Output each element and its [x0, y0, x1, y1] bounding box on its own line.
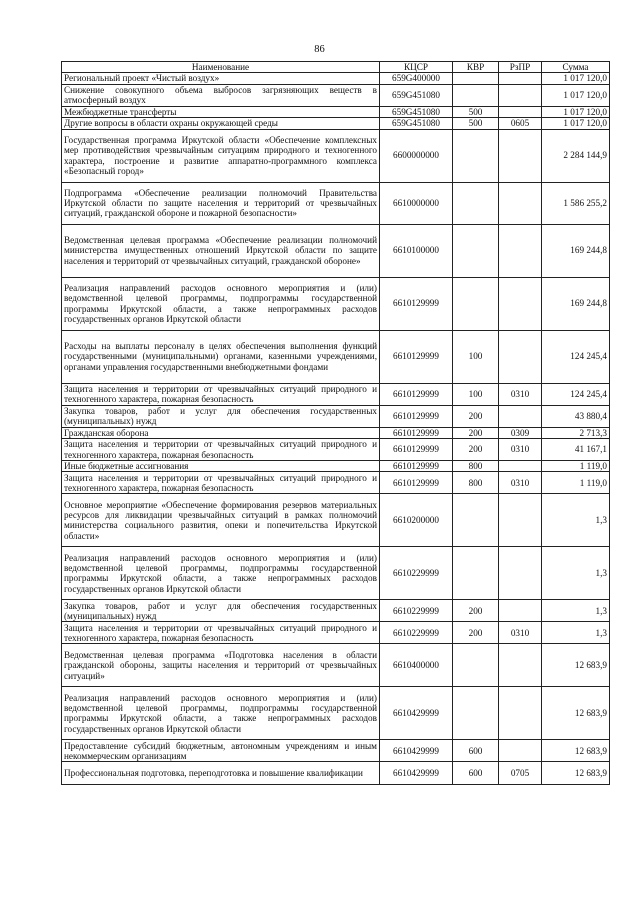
cell-kvr: 100	[453, 383, 499, 405]
cell-kvr	[453, 644, 499, 687]
cell-name: Защита населения и территории от чрезвычайных ситуаций природного и техногенного характера, пожарная безопасность	[62, 383, 380, 405]
cell-rzpr: 0310	[499, 472, 542, 494]
cell-kcsr: 6610229999	[380, 547, 453, 600]
cell-rzpr: 0309	[499, 427, 542, 438]
header-kcsr: КЦСР	[380, 62, 453, 73]
cell-rzpr: 0705	[499, 762, 542, 785]
cell-kvr: 200	[453, 427, 499, 438]
cell-name: Закупка товаров, работ и услуг для обеспечения государственных (муниципальных) нужд	[62, 405, 380, 427]
cell-kcsr: 659G400000	[380, 73, 453, 84]
cell-kvr: 500	[453, 118, 499, 129]
cell-sum: 12 683,9	[542, 762, 610, 785]
table-row	[62, 600, 610, 622]
cell-rzpr: 0310	[499, 383, 542, 405]
cell-name: Другие вопросы в области охраны окружающей среды	[62, 118, 380, 129]
cell-kvr: 800	[453, 461, 499, 472]
table-row	[62, 547, 610, 600]
table-row	[62, 224, 610, 277]
cell-sum: 2 713,3	[542, 427, 610, 438]
cell-sum: 2 284 144,9	[542, 129, 610, 182]
cell-kcsr: 6610100000	[380, 224, 453, 277]
cell-name: Основное мероприятие «Обеспечение формирования резервов материальных ресурсов для ликвидации чрезвычайных ситуаций в рамках полномочий министерства социального развития, опеки и попечительства Иркутской области»	[62, 494, 380, 547]
cell-kcsr: 659G451080	[380, 84, 453, 106]
cell-name: Защита населения и территории от чрезвычайных ситуаций природного и техногенного характера, пожарная безопасность	[62, 622, 380, 644]
cell-kvr: 800	[453, 472, 499, 494]
cell-kcsr: 6610200000	[380, 494, 453, 547]
cell-name: Реализация направлений расходов основного мероприятия и (или) ведомственной целевой программы, подпрограммы государственной программы Иркутской области, а также непрограммных расходов государственных органов Иркутской области	[62, 277, 380, 330]
table-row	[62, 73, 610, 84]
table-header-row	[62, 62, 610, 73]
cell-kcsr: 6610229999	[380, 622, 453, 644]
cell-kcsr: 6600000000	[380, 129, 453, 182]
cell-kvr	[453, 84, 499, 106]
cell-name: Реализация направлений расходов основного мероприятия и (или) ведомственной целевой программы, подпрограммы государственной программы Иркутской области, а также непрограммных расходов государственных органов Иркутской области	[62, 687, 380, 740]
cell-kcsr: 659G451080	[380, 118, 453, 129]
cell-kcsr: 6610129999	[380, 383, 453, 405]
cell-kvr	[453, 182, 499, 224]
table-row	[62, 129, 610, 182]
cell-rzpr	[499, 106, 542, 117]
cell-sum: 1 586 255,2	[542, 182, 610, 224]
table-row	[62, 762, 610, 785]
table-row	[62, 106, 610, 117]
cell-sum: 1,3	[542, 622, 610, 644]
cell-name: Предоставление субсидий бюджетным, автономным учреждениям и иным некоммерческим организациям	[62, 740, 380, 762]
cell-kvr: 200	[453, 405, 499, 427]
table-row	[62, 405, 610, 427]
cell-name: Региональный проект «Чистый воздух»	[62, 73, 380, 84]
header-kvr: КВР	[453, 62, 499, 73]
cell-kcsr: 6610000000	[380, 182, 453, 224]
table-row	[62, 427, 610, 438]
cell-kcsr: 6610429999	[380, 687, 453, 740]
cell-name: Профессиональная подготовка, переподготовка и повышение квалификации	[62, 762, 380, 785]
cell-rzpr	[499, 740, 542, 762]
cell-name: Подпрограмма «Обеспечение реализации полномочий Правительства Иркутской области по защите населения и территорий от чрезвычайных ситуаций, гражданской обороне и пожарной безопасности»	[62, 182, 380, 224]
cell-name: Межбюджетные трансферты	[62, 106, 380, 117]
cell-rzpr: 0310	[499, 622, 542, 644]
cell-kcsr: 6610129999	[380, 330, 453, 383]
cell-kvr	[453, 547, 499, 600]
cell-kvr: 600	[453, 762, 499, 785]
cell-name: Ведомственная целевая программа «Подготовка населения в области гражданской обороны, защиты населения и территорий от чрезвычайных ситуаций»	[62, 644, 380, 687]
cell-kvr	[453, 687, 499, 740]
cell-rzpr	[499, 644, 542, 687]
cell-rzpr	[499, 600, 542, 622]
cell-sum: 124 245,4	[542, 383, 610, 405]
header-sum: Сумма	[542, 62, 610, 73]
cell-rzpr	[499, 224, 542, 277]
cell-sum: 1 119,0	[542, 472, 610, 494]
cell-kcsr: 6610129999	[380, 405, 453, 427]
cell-sum: 1 017 120,0	[542, 118, 610, 129]
cell-kvr: 600	[453, 740, 499, 762]
cell-sum: 124 245,4	[542, 330, 610, 383]
table-row	[62, 494, 610, 547]
table-row	[62, 472, 610, 494]
cell-kvr	[453, 224, 499, 277]
cell-sum: 12 683,9	[542, 740, 610, 762]
table-row	[62, 84, 610, 106]
cell-kcsr: 6610229999	[380, 600, 453, 622]
table-row	[62, 740, 610, 762]
table-row	[62, 461, 610, 472]
cell-rzpr: 0605	[499, 118, 542, 129]
cell-rzpr	[499, 129, 542, 182]
page-number: 86	[314, 44, 325, 55]
cell-rzpr	[499, 405, 542, 427]
cell-sum: 169 244,8	[542, 224, 610, 277]
cell-name: Расходы на выплаты персоналу в целях обеспечения выполнения функций государственными (муниципальными) органами, казенными учреждениями, органами управления государственными внебюджетными фондами	[62, 330, 380, 383]
cell-rzpr	[499, 494, 542, 547]
cell-kcsr: 659G451080	[380, 106, 453, 117]
cell-kvr	[453, 277, 499, 330]
cell-rzpr	[499, 182, 542, 224]
cell-kvr	[453, 494, 499, 547]
table-row	[62, 644, 610, 687]
table-row	[62, 182, 610, 224]
header-name: Наименование	[62, 62, 380, 73]
cell-name: Государственная программа Иркутской области «Обеспечение комплексных мер противодействия чрезвычайным ситуациям природного и техногенного характера, построение и развитие аппаратно-программного комплекса «Безопасный город»	[62, 129, 380, 182]
cell-kcsr: 6610129999	[380, 427, 453, 438]
cell-sum: 12 683,9	[542, 687, 610, 740]
table-row	[62, 383, 610, 405]
table-body	[62, 73, 610, 785]
cell-name: Гражданская оборона	[62, 427, 380, 438]
cell-name: Иные бюджетные ассигнования	[62, 461, 380, 472]
cell-sum: 1,3	[542, 547, 610, 600]
cell-kcsr: 6610400000	[380, 644, 453, 687]
cell-sum: 41 167,1	[542, 439, 610, 461]
cell-rzpr	[499, 687, 542, 740]
cell-sum: 1,3	[542, 494, 610, 547]
table-row	[62, 330, 610, 383]
cell-sum: 1 119,0	[542, 461, 610, 472]
cell-rzpr	[499, 277, 542, 330]
cell-rzpr	[499, 330, 542, 383]
cell-kvr: 100	[453, 330, 499, 383]
cell-sum: 1 017 120,0	[542, 73, 610, 84]
cell-rzpr	[499, 73, 542, 84]
cell-rzpr	[499, 547, 542, 600]
cell-kcsr: 6610129999	[380, 461, 453, 472]
cell-rzpr: 0310	[499, 439, 542, 461]
header-rzpr: РзПР	[499, 62, 542, 73]
cell-kvr: 500	[453, 106, 499, 117]
cell-name: Закупка товаров, работ и услуг для обеспечения государственных (муниципальных) нужд	[62, 600, 380, 622]
cell-kvr: 200	[453, 439, 499, 461]
cell-kvr	[453, 129, 499, 182]
table-row	[62, 277, 610, 330]
cell-name: Снижение совокупного объема выбросов загрязняющих веществ в атмосферный воздух	[62, 84, 380, 106]
table-row	[62, 622, 610, 644]
budget-table	[61, 61, 610, 785]
cell-sum: 1,3	[542, 600, 610, 622]
cell-sum: 43 880,4	[542, 405, 610, 427]
cell-sum: 12 683,9	[542, 644, 610, 687]
table-row	[62, 439, 610, 461]
cell-kvr: 200	[453, 600, 499, 622]
cell-kcsr: 6610429999	[380, 740, 453, 762]
cell-rzpr	[499, 461, 542, 472]
cell-name: Ведомственная целевая программа «Обеспечение реализации полномочий министерства имущественных отношений Иркутской области по защите населения и территорий от чрезвычайных ситуаций, гражданской обороне»	[62, 224, 380, 277]
cell-kcsr: 6610129999	[380, 439, 453, 461]
cell-kcsr: 6610129999	[380, 472, 453, 494]
table-row	[62, 118, 610, 129]
cell-name: Защита населения и территории от чрезвычайных ситуаций природного и техногенного характера, пожарная безопасность	[62, 472, 380, 494]
table-row	[62, 687, 610, 740]
cell-sum: 1 017 120,0	[542, 84, 610, 106]
cell-kvr: 200	[453, 622, 499, 644]
cell-rzpr	[499, 84, 542, 106]
cell-kcsr: 6610429999	[380, 762, 453, 785]
cell-name: Защита населения и территории от чрезвычайных ситуаций природного и техногенного характера, пожарная безопасность	[62, 439, 380, 461]
cell-name: Реализация направлений расходов основного мероприятия и (или) ведомственной целевой программы, подпрограммы государственной программы Иркутской области, а также непрограммных расходов государственных органов Иркутской области	[62, 547, 380, 600]
cell-sum: 169 244,8	[542, 277, 610, 330]
cell-kcsr: 6610129999	[380, 277, 453, 330]
cell-sum: 1 017 120,0	[542, 106, 610, 117]
cell-kvr	[453, 73, 499, 84]
